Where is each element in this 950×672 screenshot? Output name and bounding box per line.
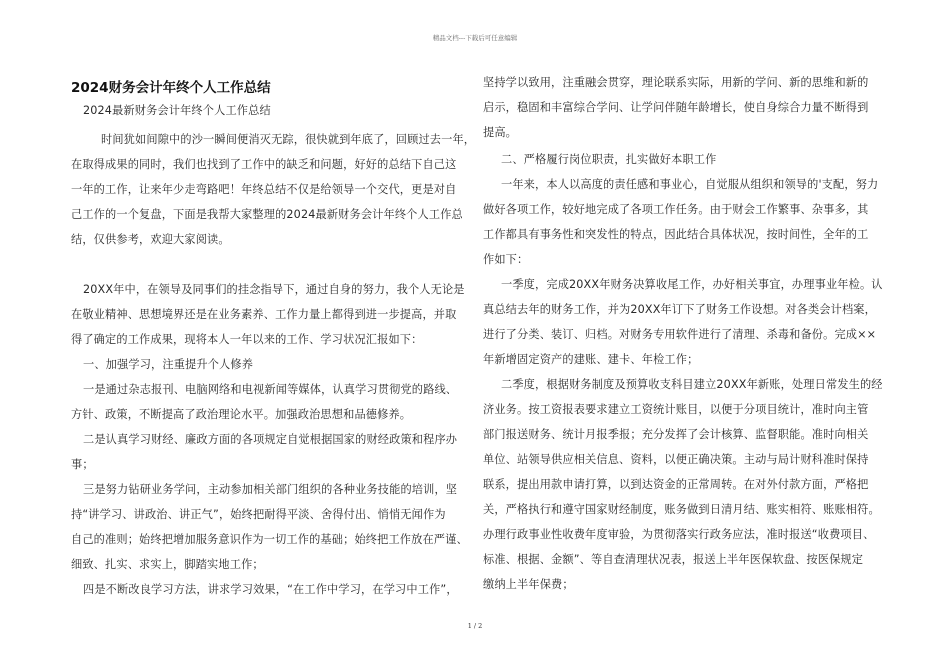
text-line: 真总结去年的财务工作，并为20XX年订下了财务工作设想。对各类会计档案，: [483, 303, 876, 316]
text-line: 单位、站领导供应相关信息、资料，以便正确决策。主动与局计财科准时保持: [483, 453, 869, 466]
text-line: 提高。: [483, 126, 518, 139]
text-line: 关，严格执行和遵守国家财经制度，账务做到日清月结、账实相符、账账相符。: [483, 503, 880, 516]
text-line: 在敬业精神、思想境界还是在业务素养、工作力量上都得到进一步提高，并取: [71, 308, 457, 321]
header-note: 精品文档---下载后可任意编辑: [432, 34, 518, 42]
text-line: 在取得成果的同时，我们也找到了工作中的缺乏和问题，好好的总结下自己这: [71, 158, 457, 171]
text-line: 部门报送财务、统计月报季报；充分发挥了会计核算、监督职能。准时向相关: [483, 428, 869, 441]
text-line: 2024最新财务会计年终个人工作总结: [83, 104, 271, 117]
text-line: 一、加强学习，注重提升个人修养: [83, 358, 254, 371]
text-line: 得了确定的工作成果，现将本人一年以来的工作、学习状况汇报如下：: [71, 333, 423, 346]
text-line: 一年的工作，让来年少走弯路吧！年终总结不仅是给领导一个交代，更是对自: [71, 183, 457, 196]
text-line: 济业务。按工资报表要求建立工资统计账目，以便于分项目统计，准时向主管: [483, 403, 869, 416]
text-line: 标准、根据、金额”、等自查清理状况表，报送上半年医保软盘、按医保规定: [483, 553, 864, 566]
text-line: 启示，稳固和丰富综合学问、让学问伴随年龄增长，使自身综合力量不断得到: [483, 101, 869, 114]
text-line: 细致、扎实、求实上，脚踏实地工作；: [71, 558, 264, 571]
text-line: 方针、政策，不断提高了政治理论水平。加强政治思想和品德修养。: [71, 408, 412, 421]
text-line: 做好各项工作，较好地完成了各项工作任务。由于财会工作繁事、杂事多，其: [483, 203, 869, 216]
text-line: 进行了分类、装订、归档。对财务专用软件进行了清理、杀毒和备份。完成××: [483, 328, 877, 341]
text-line: 联系，提出用款申请打算，以到达资金的正常周转。在对外付款方面，严格把: [483, 478, 869, 491]
text-line: 二、严格履行岗位职责，扎实做好本职工作: [501, 153, 717, 166]
text-line: 作如下：: [483, 253, 529, 266]
text-line: 20XX年中，在领导及同事们的挂念指导下，通过自身的努力，我个人无论是: [83, 283, 465, 296]
document-title: 2024财务会计年终个人工作总结: [71, 80, 271, 96]
text-line: 年新增固定资产的建账、建卡、年检工作；: [483, 353, 699, 366]
text-line: 时间犹如间隙中的沙一瞬间便消灭无踪，很快就到年底了，回顾过去一年，: [101, 133, 476, 146]
text-line: 二是认真学习财经、廉政方面的各项规定自觉根据国家的财经政策和程序办: [83, 433, 458, 446]
text-line: 工作都具有事务性和突发性的特点，因此结合具体状况，按时间性，全年的工: [483, 228, 869, 241]
text-line: 二季度，根据财务制度及预算收支科目建立20XX年新账，处理日常发生的经: [501, 378, 883, 391]
text-line: 坚持学以致用，注重融会贯穿，理论联系实际，用新的学问、新的思维和新的: [483, 76, 869, 89]
text-line: 结，仅供参考，欢迎大家阅读。: [71, 233, 230, 246]
text-line: 一季度，完成20XX年财务决算收尾工作，办好相关事宜，办理事业年检。认: [501, 278, 883, 291]
text-line: 己工作的一个复盘，下面是我帮大家整理的2024最新财务会计年终个人工作总: [71, 208, 463, 221]
text-line: 一是通过杂志报刊、电脑网络和电视新闻等媒体，认真学习贯彻党的路线、: [83, 383, 458, 396]
text-line: 自己的准则；始终把增加服务意识作为一切工作的基础；始终把工作放在严谨、: [71, 533, 468, 546]
text-line: 事；: [71, 458, 94, 471]
text-line: 三是努力钻研业务学问，主动参加相关部门组织的各种业务技能的培训，坚: [83, 483, 458, 496]
text-line: 办理行政事业性收费年度审验，为贯彻落实行政务应法，准时报送“收费项目、: [483, 528, 875, 541]
text-line: 四是不断改良学习方法，讲求学习效果，“在工作中学习，在学习中工作”，: [83, 583, 458, 596]
text-line: 一年来，本人以高度的责任感和事业心，自觉服从组织和领导的'支配，努力: [501, 178, 879, 191]
text-line: 持“讲学习、讲政治、讲正气”，始终把耐得平淡、舍得付出、悄悄无闻作为: [71, 508, 446, 521]
page-number: 1 / 2: [467, 622, 483, 630]
text-line: 缴纳上半年保费；: [483, 578, 574, 591]
